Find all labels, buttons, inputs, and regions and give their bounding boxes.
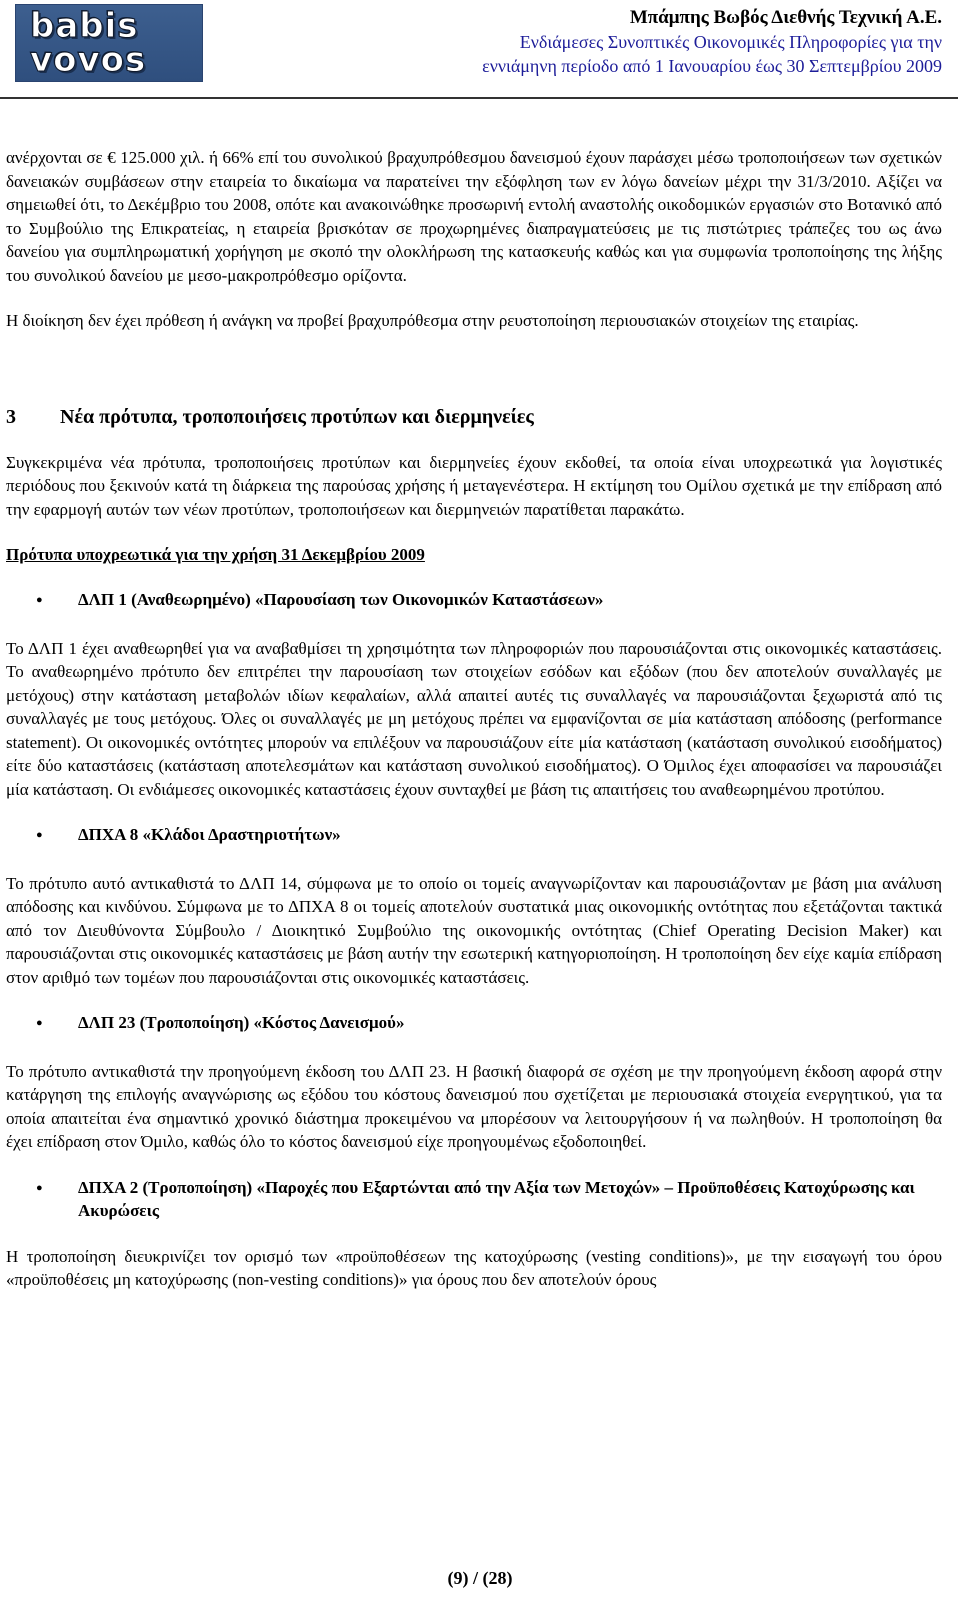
bullet-item-ias23: ● ΔΛΠ 23 (Τροποποίηση) «Κόστος Δανεισμού» [6,1011,942,1038]
bullet-icon [6,588,78,615]
bullet-item-ifrs8: ● ΔΠΧΑ 8 «Κλάδοι Δραστηριοτήτων» [6,823,942,850]
header-divider [0,97,958,99]
subheading-mandatory-standards: Πρότυπα υποχρεωτικά για την χρήση 31 Δεκεμβρίου 2009 [6,545,425,564]
paragraph-1: ανέρχονται σε € 125.000 χιλ. ή 66% επί του συνολικού βραχυπρόθεσμου δανεισμού έχουν παράσχει μέσω τροποποιήσεων των σχετικών δανειακών συμβάσεων στην εταιρεία το δικαίωμα να παρατείνει την εξόφληση των εν λόγω δανείων μέχρι την 31/3/2010. Αξίζει να σημειωθεί ότι, το Δεκέμβριο του 2008, οπότε και ανακοινώθηκε προσωρινή εντολή αναστολής οικοδομικών εργασιών στο Βοτανικό από το Συμβούλιο της Επικρατείας, η εταιρεία βρισκόταν σε προχωρημένες διαπραγματεύσεις με τις πιστώτριες τράπεζες του ως άνω δανείου για συμπληρωματική χορήγηση με σκοπό την ολοκλήρωση της κατασκευής καθώς και για συμφωνία τροποποίησης της λήξης του συνολικού δανείου με μεσο-μακροπρόθεσμο ορίζοντα. [6,148,942,285]
report-title-line2: εννιάμηνη περίοδο από 1 Ιανουαρίου έως 30 Σεπτεμβρίου 2009 [482,56,942,76]
report-title-line1: Ενδιάμεσες Συνοπτικές Οικονομικές Πληροφορίες για την [519,32,942,52]
bullet-item-ias1: ● ΔΛΠ 1 (Αναθεωρημένο) «Παρουσίαση των Οικονομικών Καταστάσεων» [6,588,942,615]
bullet-icon [6,823,78,850]
header-text [482,6,942,78]
section-title: Νέα πρότυπα, τροποποιήσεις προτύπων και διερμηνείες [60,405,534,428]
paragraph-3: Συγκεκριμένα νέα πρότυπα, τροποποιήσεις προτύπων και διερμηνείες έχουν εκδοθεί, τα οποία είναι υποχρεωτικά για λογιστικές περιόδους που ξεκινούν κατά τη διάρκεια της παρούσας χρήσης ή μεταγενέστερα. Η εκτίμηση του Ομίλου σχετικά με την επίδραση από την εφαρμογή αυτών των νέων προτύπων, τροποποιήσεων και διερμηνειών παρατίθεται παρακάτω. [6,452,942,519]
bullet-item-ifrs2: ● ΔΠΧΑ 2 (Τροποποίηση) «Παροχές που Εξαρτώνται από την Αξία των Μετοχών» – Προϋποθέσεις Κατοχύρωσης και Ακυρώσεις [6,1176,942,1223]
document-body [6,146,942,1292]
paragraph-4: Το ΔΛΠ 1 έχει αναθεωρηθεί για να αναβαθμίσει τη χρησιμότητα των πληροφοριών που παρουσιάζονται στις οικονομικές καταστάσεις. Το αναθεωρημένο πρότυπο δεν επιτρέπει την παρουσίαση των στοιχείων εσόδων και εξόδων (που δεν αποτελούν συναλλαγές με μετόχους) στην κατάσταση μεταβολών ιδίων κεφαλαίων, αλλά απαιτεί αυτές τις συναλλαγές να παρουσιάζονται ξεχωριστά από τις συναλλαγές με τους μετόχους. Όλες οι συναλλαγές με μη μετόχους πρέπει να εμφανίζονται σε μία κατάσταση απόδοσης (performance statement). Οι οικονομικές οντότητες μπορούν να επιλέξουν να παρουσιάζουν είτε μία κατάσταση (κατάσταση συνολικού εισοδήματος) είτε δύο καταστάσεις (κατάσταση αποτελεσμάτων και κατάσταση συνολικού εισοδήματος). Ο Όμιλος έχει αποφασίσει να παρουσιάζει μία κατάσταση. Οι ενδιάμεσες οικονομικές καταστάσεις έχουν συνταχθεί με βάση τις απαιτήσεις του αναθεωρημένου προτύπου. [6,638,942,799]
page-number: (9) / (28) [447,1568,513,1588]
page-header [0,0,960,100]
company-name: Μπάμπης Βωβός Διεθνής Τεχνική Α.Ε. [629,7,942,28]
logo-text-bottom: vovos [30,40,147,80]
section-number: 3 [6,405,16,428]
paragraph-6: Το πρότυπο αντικαθιστά την προηγούμενη έκδοση του ΔΛΠ 23. Η βασική διαφορά σε σχέση με την προηγούμενη έκδοση αφορά στην κατάργηση της επιλογής αναγνώρισης ως εξόδου του κόστους δανεισμού που σχετίζεται με περιουσιακά στοιχεία ενεργητικού, για τα οποία απαιτείται ένα σημαντικό χρονικό διάστημα προκειμένου να μπορέσουν να λειτουργήσουν ή να πωληθούν. Η τροποποίηση θα έχει επίδραση στον Όμιλο, καθώς όλο το κόστος δανεισμού είχε προηγουμένως εξοδοποιηθεί. [6,1061,942,1151]
section-heading [6,404,942,430]
company-logo [15,4,203,82]
paragraph-7: Η τροποποίηση διευκρινίζει τον ορισμό των «προϋποθέσεων της κατοχύρωσης (vesting conditions)», με την εισαγωγή του όρου «προϋποθέσεις μη κατοχύρωσης (non-vesting conditions)» για όρους που δεν αποτελούν όρους [6,1246,942,1289]
paragraph-5: Το πρότυπο αυτό αντικαθιστά το ΔΛΠ 14, σύμφωνα με το οποίο οι τομείς αναγνωρίζονταν και παρουσιάζονταν με βάση μια ανάλυση απόδοσης και κινδύνου. Σύμφωνα με το ΔΠΧΑ 8 οι τομείς αποτελούν συστατικά μιας οικονομικής οντότητας που εξετάζονται τακτικά από τον Διευθύνοντα Σύμβουλο / Διοικητικό Συμβούλιο της οικονομικής οντότητας (Chief Operating Decision Maker) και παρουσιάζονται στις οικονομικές καταστάσεις με βάση αυτήν την εσωτερική κατηγοριοποίηση. Η τροποποίηση δεν είχε καμία επίδραση στον αριθμό των τομέων που παρουσιάζονται στις οικονομικές καταστάσεις. [6,873,942,987]
bullet-icon [6,1011,78,1038]
bullet-icon [6,1176,78,1223]
logo-text-top: babis [30,6,139,46]
paragraph-2: Η διοίκηση δεν έχει πρόθεση ή ανάγκη να προβεί βραχυπρόθεσμα στην ρευστοποίηση περιουσιακών στοιχείων της εταιρίας. [6,311,859,330]
